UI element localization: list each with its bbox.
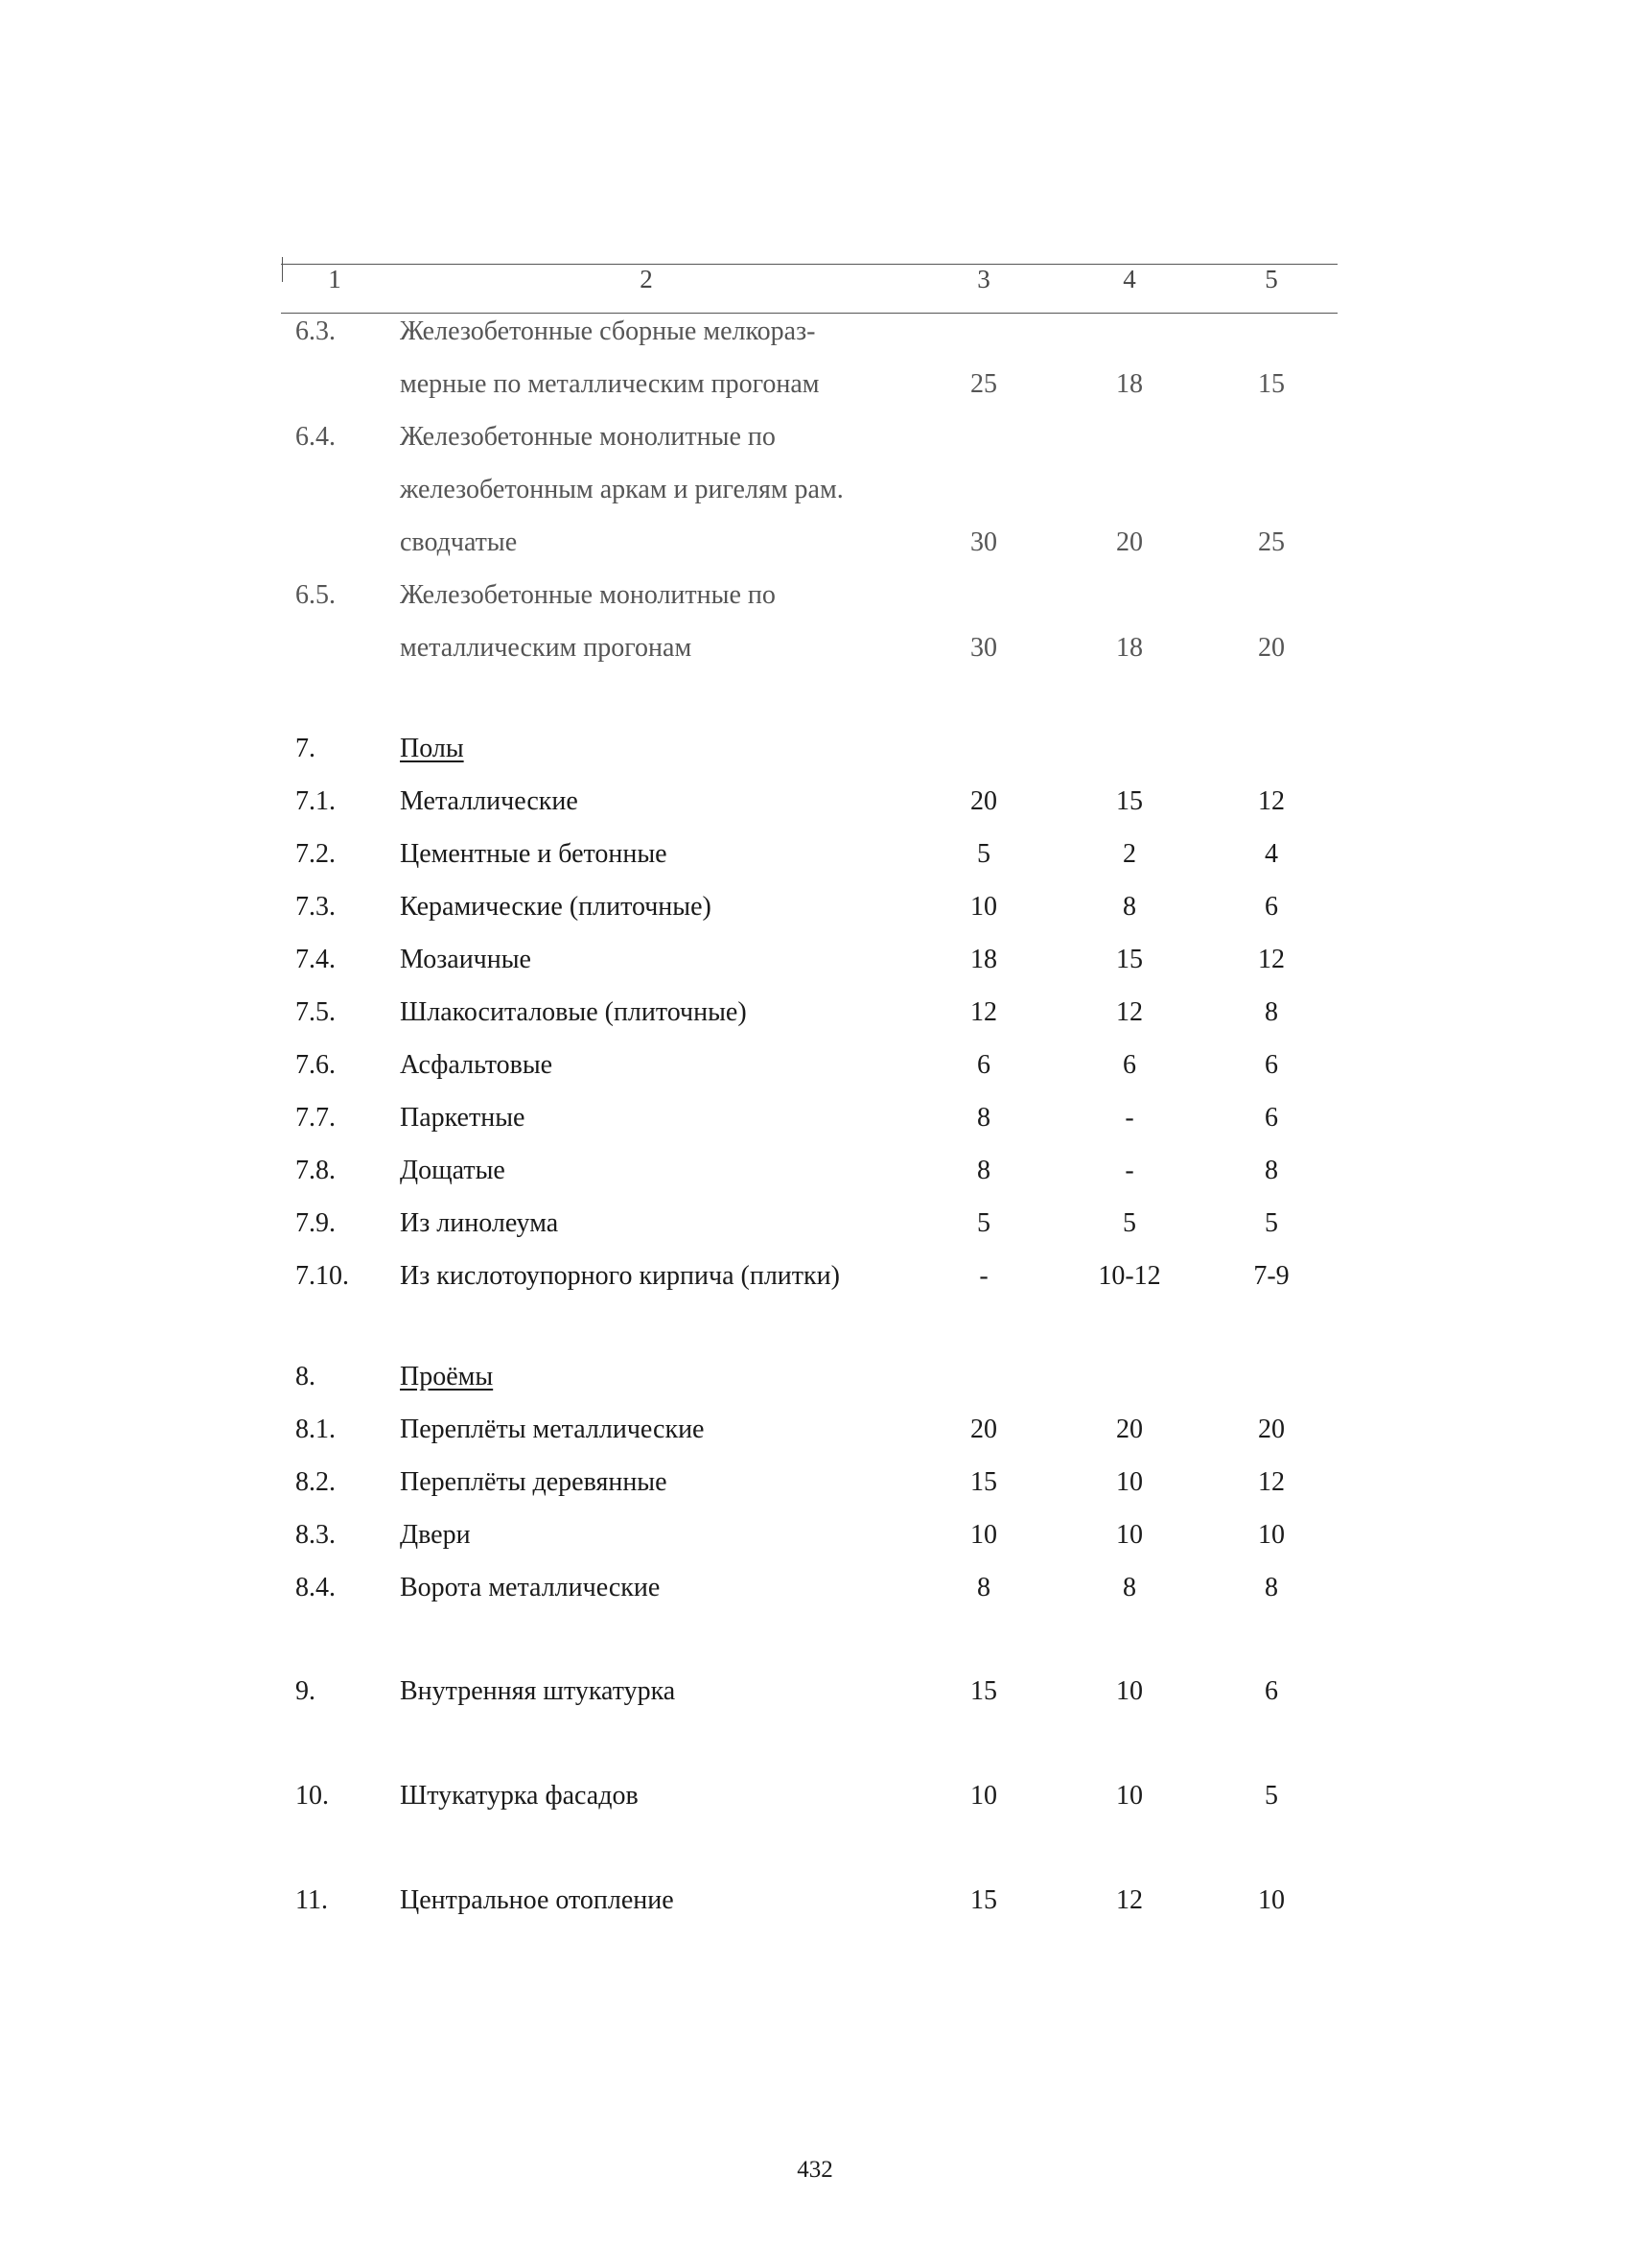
- column-header-1: 1: [328, 265, 341, 293]
- row-description: Полы: [400, 734, 464, 763]
- row-value-col5: 12: [1258, 1467, 1285, 1497]
- row-value-col5: 8: [1265, 1156, 1278, 1185]
- column-header-4: 4: [1123, 265, 1136, 293]
- row-value-col4: 12: [1116, 997, 1143, 1027]
- row-value-col3: 15: [970, 1676, 997, 1706]
- row-value-col4: -: [1125, 1103, 1134, 1133]
- row-value-col3: 25: [970, 369, 997, 399]
- row-description: Проёмы: [400, 1362, 494, 1391]
- row-value-col4: 15: [1116, 945, 1143, 974]
- row-value-col4: 5: [1123, 1208, 1136, 1238]
- row-value-col5: 5: [1265, 1208, 1278, 1238]
- row-number: 8.1.: [295, 1415, 336, 1444]
- row-description: Центральное отопление: [400, 1885, 674, 1915]
- row-number: 7.3.: [295, 892, 336, 922]
- row-value-col4: 10: [1116, 1467, 1143, 1497]
- row-number: 7.: [295, 734, 315, 763]
- row-value-col4: 10: [1116, 1781, 1143, 1811]
- row-value-col4: 6: [1123, 1050, 1136, 1080]
- row-description: Внутренняя штукатурка: [400, 1676, 676, 1706]
- row-description: Мозаичные: [400, 945, 531, 974]
- column-header-2: 2: [640, 265, 653, 293]
- row-value-col5: 6: [1265, 1103, 1278, 1133]
- row-description: Железобетонные монолитные по: [400, 422, 776, 452]
- row-number: 6.5.: [295, 580, 336, 610]
- row-description: железобетонным аркам и ригелям рам.: [400, 475, 844, 504]
- row-number: 7.2.: [295, 839, 336, 869]
- row-number: 6.4.: [295, 422, 336, 452]
- row-number: 8.4.: [295, 1573, 336, 1602]
- row-value-col4: 8: [1123, 892, 1136, 922]
- row-value-col5: 25: [1258, 527, 1285, 557]
- row-value-col3: 8: [977, 1103, 990, 1133]
- row-description: Штукатурка фасадов: [400, 1781, 639, 1811]
- row-value-col5: 8: [1265, 1573, 1278, 1602]
- row-value-col4: 2: [1123, 839, 1136, 869]
- row-value-col4: 10: [1116, 1520, 1143, 1550]
- row-description: Переплёты металлические: [400, 1415, 705, 1444]
- row-value-col5: 5: [1265, 1781, 1278, 1811]
- row-value-col5: 15: [1258, 369, 1285, 399]
- row-value-col5: 10: [1258, 1520, 1285, 1550]
- row-description: Шлакоситаловые (плиточные): [400, 997, 747, 1027]
- row-value-col5: 4: [1265, 839, 1278, 869]
- row-value-col3: 20: [970, 786, 997, 816]
- row-value-col3: 12: [970, 997, 997, 1027]
- row-number: 11.: [295, 1885, 328, 1915]
- row-number: 7.9.: [295, 1208, 336, 1238]
- row-number: 7.8.: [295, 1156, 336, 1185]
- row-description: Железобетонные сборные мелкораз-: [400, 316, 816, 346]
- row-value-col4: 15: [1116, 786, 1143, 816]
- row-description: Ворота металлические: [400, 1573, 661, 1602]
- row-value-col3: 10: [970, 1520, 997, 1550]
- row-description: Цементные и бетонные: [400, 839, 667, 869]
- row-value-col4: 18: [1116, 369, 1143, 399]
- row-description: Керамические (плиточные): [400, 892, 711, 922]
- row-description: Переплёты деревянные: [400, 1467, 667, 1497]
- row-number: 8.: [295, 1362, 315, 1391]
- row-number: 7.10.: [295, 1261, 349, 1291]
- row-value-col5: 6: [1265, 1676, 1278, 1706]
- row-value-col4: 18: [1116, 633, 1143, 663]
- row-value-col3: -: [979, 1261, 989, 1291]
- row-value-col5: 20: [1258, 633, 1285, 663]
- row-description: Из линолеума: [400, 1208, 559, 1238]
- row-number: 8.3.: [295, 1520, 336, 1550]
- row-description: металлическим прогонам: [400, 633, 692, 663]
- row-value-col4: 10: [1116, 1676, 1143, 1706]
- page-number: 432: [797, 2157, 833, 2183]
- row-value-col3: 20: [970, 1415, 997, 1444]
- row-number: 8.2.: [295, 1467, 336, 1497]
- row-value-col3: 8: [977, 1573, 990, 1602]
- table-top-rule: [281, 264, 1338, 265]
- row-description: мерные по металлическим прогонам: [400, 369, 820, 399]
- row-value-col3: 10: [970, 1781, 997, 1811]
- row-description: Двери: [400, 1520, 471, 1550]
- row-value-col4: 8: [1123, 1573, 1136, 1602]
- row-number: 7.6.: [295, 1050, 336, 1080]
- row-description: Дощатые: [400, 1156, 505, 1185]
- row-value-col4: 12: [1116, 1885, 1143, 1915]
- row-value-col5: 12: [1258, 786, 1285, 816]
- row-number: 10.: [295, 1781, 329, 1811]
- row-value-col5: 10: [1258, 1885, 1285, 1915]
- column-header-3: 3: [977, 265, 990, 293]
- row-number: 7.4.: [295, 945, 336, 974]
- row-value-col4: 10-12: [1098, 1261, 1161, 1291]
- row-number: 6.3.: [295, 316, 336, 346]
- row-value-col3: 5: [977, 1208, 990, 1238]
- table-left-tick: [282, 257, 283, 282]
- row-value-col5: 20: [1258, 1415, 1285, 1444]
- row-number: 9.: [295, 1676, 315, 1706]
- row-value-col3: 18: [970, 945, 997, 974]
- row-description: Асфальтовые: [400, 1050, 553, 1080]
- row-value-col4: 20: [1116, 527, 1143, 557]
- row-value-col5: 6: [1265, 1050, 1278, 1080]
- row-value-col3: 15: [970, 1885, 997, 1915]
- row-description: Из кислотоупорного кирпича (плитки): [400, 1261, 840, 1291]
- row-value-col3: 8: [977, 1156, 990, 1185]
- row-description: Железобетонные монолитные по: [400, 580, 776, 610]
- row-value-col3: 30: [970, 527, 997, 557]
- row-value-col3: 6: [977, 1050, 990, 1080]
- row-value-col4: -: [1125, 1156, 1134, 1185]
- row-value-col5: 8: [1265, 997, 1278, 1027]
- row-value-col3: 5: [977, 839, 990, 869]
- row-value-col3: 30: [970, 633, 997, 663]
- row-value-col4: 20: [1116, 1415, 1143, 1444]
- row-number: 7.7.: [295, 1103, 336, 1133]
- row-value-col3: 15: [970, 1467, 997, 1497]
- row-description: Металлические: [400, 786, 578, 816]
- row-value-col5: 7-9: [1253, 1261, 1290, 1291]
- row-number: 7.5.: [295, 997, 336, 1027]
- row-value-col3: 10: [970, 892, 997, 922]
- row-value-col5: 12: [1258, 945, 1285, 974]
- column-header-5: 5: [1265, 265, 1278, 293]
- row-description: Паркетные: [400, 1103, 525, 1133]
- row-value-col5: 6: [1265, 892, 1278, 922]
- row-number: 7.1.: [295, 786, 336, 816]
- row-description: сводчатые: [400, 527, 518, 557]
